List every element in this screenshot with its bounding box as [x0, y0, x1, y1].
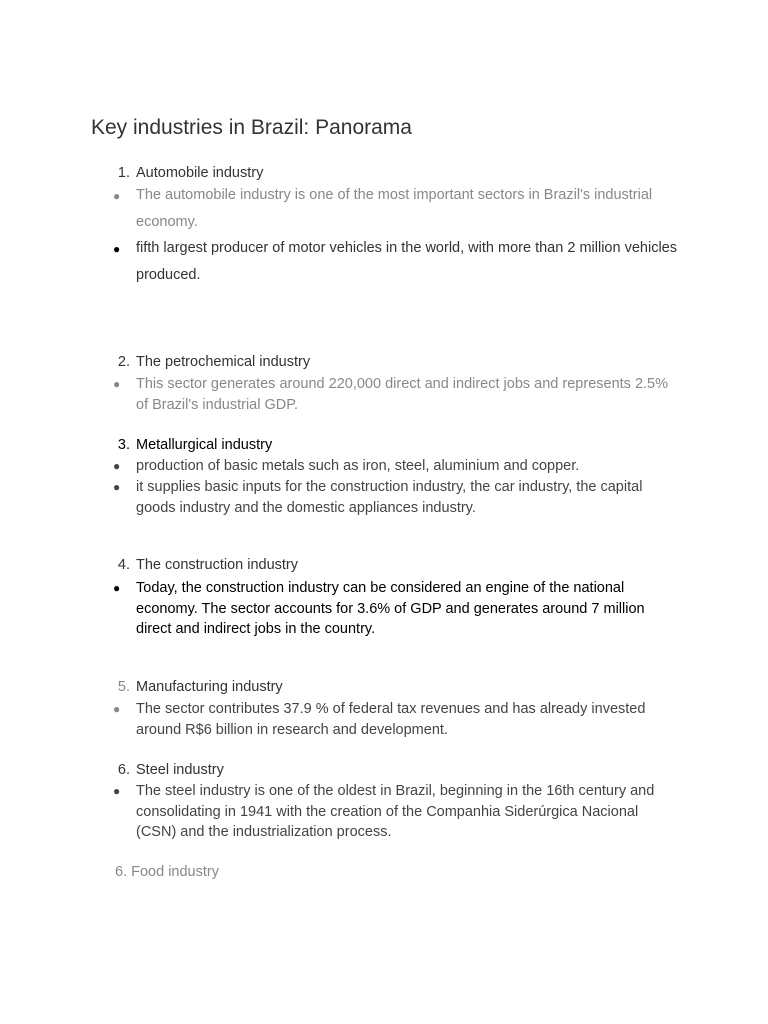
- bullet-icon: ●: [113, 702, 121, 716]
- section-heading: Automobile industry: [136, 165, 264, 181]
- section-number: 5.: [117, 679, 130, 695]
- section-number: 1.: [117, 165, 130, 181]
- section-number: 4.: [117, 557, 130, 573]
- section-heading: Steel industry: [136, 762, 224, 778]
- bullet-icon: ●: [113, 480, 121, 494]
- section-heading: Manufacturing industry: [136, 679, 283, 695]
- bullet-icon: ●: [113, 784, 121, 798]
- bullet-text: The steel industry is one of the oldest in Brazil, beginning in the 16th century and consolidating in 1941 with the creation of the Companhia Siderúrgica Nacional (CSN) and the industrialization process.: [136, 783, 655, 840]
- bullet-text: This sector generates around 220,000 direct and indirect jobs and represents 2.5% of Brazil's industrial GDP.: [136, 376, 668, 413]
- bullet-icon: ●: [113, 377, 121, 391]
- section-number: 6.: [117, 762, 130, 778]
- bullet-text: The sector contributes 37.9 % of federal tax revenues and has already invested around R$6 billion in research and development.: [136, 701, 646, 738]
- bullet-icon: ●: [113, 459, 121, 473]
- bullet-icon: ●: [113, 581, 121, 595]
- bullet-icon: ●: [113, 189, 121, 203]
- section-heading: Metallurgical industry: [136, 437, 273, 453]
- section-number: 3.: [117, 437, 130, 453]
- document-title: Key industries in Brazil: Panorama: [91, 116, 412, 139]
- bullet-text: Today, the construction industry can be considered an engine of the national economy. The sector accounts for 3.6% of GDP and generates around 7 million direct and indirect jobs in the country.: [136, 580, 645, 637]
- section-heading: The construction industry: [136, 557, 298, 573]
- bullet-text: it supplies basic inputs for the construction industry, the car industry, the capital goods industry and the domestic appliances industry.: [136, 479, 643, 516]
- bullet-text: The automobile industry is one of the most important sectors in Brazil's industrial economy.: [136, 187, 653, 230]
- bullet-text: fifth largest producer of motor vehicles in the world, with more than 2 million vehicles produced.: [136, 240, 677, 283]
- section-heading: The petrochemical industry: [136, 354, 311, 370]
- trailing-list-item: 6. Food industry: [115, 864, 219, 880]
- bullet-icon: ●: [113, 242, 121, 256]
- section-number: 2.: [117, 354, 130, 370]
- bullet-text: production of basic metals such as iron, steel, aluminium and copper.: [136, 458, 580, 474]
